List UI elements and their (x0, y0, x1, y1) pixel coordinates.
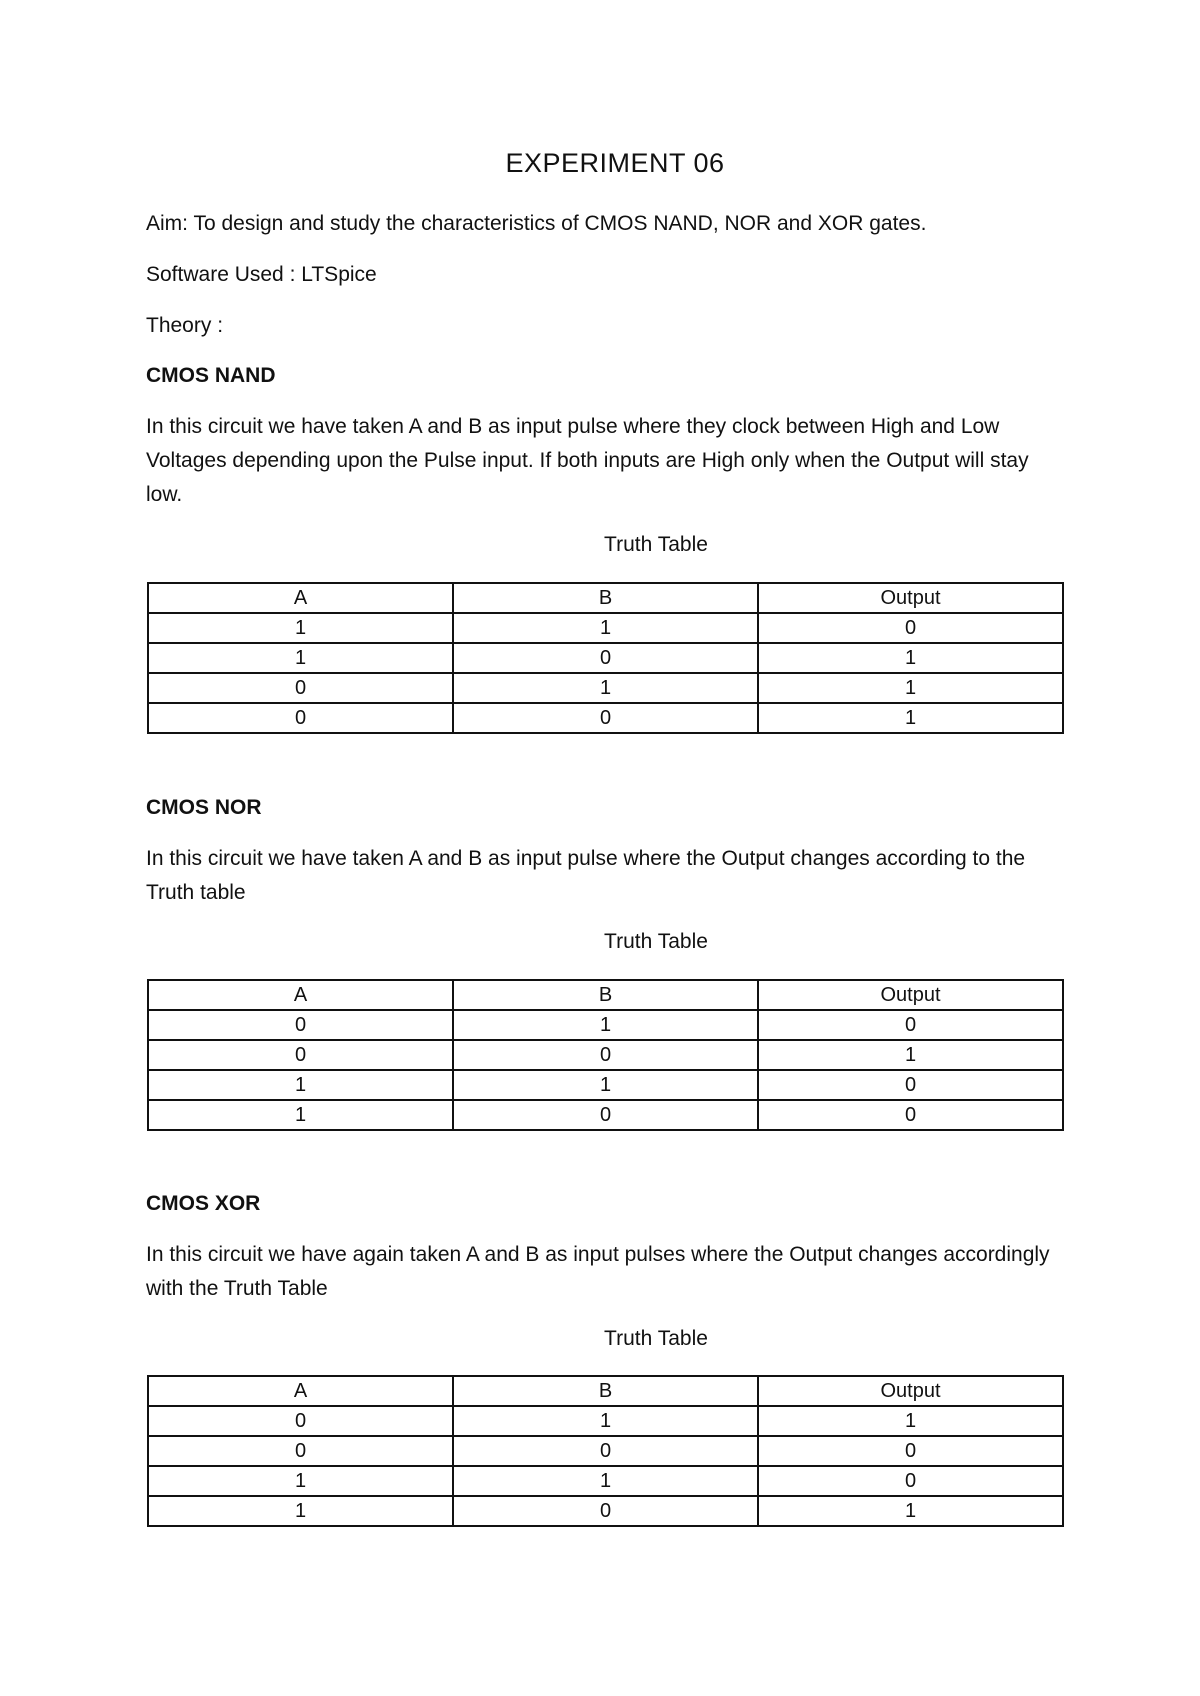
table-cell: 0 (453, 1040, 758, 1070)
table-header-cell: Output (758, 583, 1063, 613)
table-cell: 0 (453, 703, 758, 733)
table-header-cell: A (148, 1376, 453, 1406)
table-cell: 1 (453, 673, 758, 703)
table-cell: 0 (453, 1100, 758, 1130)
truth-table-nor (147, 979, 1064, 1131)
table-cell: 1 (148, 1466, 453, 1496)
table-cell: 1 (148, 1496, 453, 1526)
table-row (148, 703, 1063, 733)
table-cell: 1 (758, 1496, 1063, 1526)
truth-table-xor (147, 1375, 1064, 1527)
table-cell: 1 (453, 1406, 758, 1436)
table-row (148, 1010, 1063, 1040)
section-paragraph-xor: In this circuit we have again taken A and B as input pulses where the Output changes accordingly with the Truth Table (146, 1243, 1050, 1300)
table-cell: 0 (148, 1040, 453, 1070)
section-heading-xor: CMOS XOR (146, 1192, 261, 1215)
truth-table-nand (147, 582, 1064, 734)
table-cell: 0 (148, 1436, 453, 1466)
table-cell: 1 (453, 1466, 758, 1496)
theory-label: Theory : (146, 314, 224, 337)
table-cell: 1 (758, 703, 1063, 733)
table-row (148, 1040, 1063, 1070)
truth-table-caption-nand: Truth Table (604, 533, 708, 556)
table-cell: 0 (758, 1070, 1063, 1100)
table-row (148, 673, 1063, 703)
table-row (148, 643, 1063, 673)
table-row (148, 1436, 1063, 1466)
table-header-row (148, 583, 1063, 613)
table-header-cell: B (453, 980, 758, 1010)
table-cell: 1 (453, 1070, 758, 1100)
table-row (148, 613, 1063, 643)
table-cell: 0 (148, 1010, 453, 1040)
table-cell: 1 (758, 1406, 1063, 1436)
table-cell: 1 (453, 613, 758, 643)
table-cell: 0 (148, 703, 453, 733)
table-header-row (148, 1376, 1063, 1406)
table-cell: 1 (453, 1010, 758, 1040)
table-row (148, 1466, 1063, 1496)
table-cell: 1 (148, 613, 453, 643)
table-row (148, 1496, 1063, 1526)
table-cell: 0 (453, 1436, 758, 1466)
table-cell: 0 (758, 1466, 1063, 1496)
section-paragraph-nand: In this circuit we have taken A and B as input pulse where they clock between High and Low Voltages depending upon the Pulse input. If both inputs are High only when the Output will stay low. (146, 415, 1029, 506)
table-header-cell: B (453, 583, 758, 613)
truth-table-caption-nor: Truth Table (604, 930, 708, 953)
table-cell: 1 (148, 1100, 453, 1130)
table-header-row (148, 980, 1063, 1010)
section-heading-nand: CMOS NAND (146, 364, 276, 387)
truth-table-caption-xor: Truth Table (604, 1327, 708, 1350)
table-cell: 0 (453, 1496, 758, 1526)
page-title: EXPERIMENT 06 (505, 148, 725, 178)
table-cell: 0 (758, 1436, 1063, 1466)
aim-text: Aim: To design and study the characteristics of CMOS NAND, NOR and XOR gates. (146, 212, 927, 235)
table-row (148, 1406, 1063, 1436)
table-cell: 1 (758, 643, 1063, 673)
table-header-cell: Output (758, 980, 1063, 1010)
table-header-cell: A (148, 980, 453, 1010)
table-cell: 0 (758, 1100, 1063, 1130)
table-cell: 0 (758, 613, 1063, 643)
table-cell: 1 (148, 1070, 453, 1100)
table-cell: 0 (453, 643, 758, 673)
section-heading-nor: CMOS NOR (146, 796, 262, 819)
table-header-cell: Output (758, 1376, 1063, 1406)
table-header-cell: B (453, 1376, 758, 1406)
table-header-cell: A (148, 583, 453, 613)
software-text: Software Used : LTSpice (146, 263, 377, 286)
table-row (148, 1070, 1063, 1100)
table-row (148, 1100, 1063, 1130)
table-cell: 0 (148, 673, 453, 703)
table-cell: 1 (758, 1040, 1063, 1070)
table-cell: 0 (758, 1010, 1063, 1040)
table-cell: 1 (758, 673, 1063, 703)
table-cell: 1 (148, 643, 453, 673)
table-cell: 0 (148, 1406, 453, 1436)
section-paragraph-nor: In this circuit we have taken A and B as input pulse where the Output changes according to the Truth table (146, 847, 1026, 904)
